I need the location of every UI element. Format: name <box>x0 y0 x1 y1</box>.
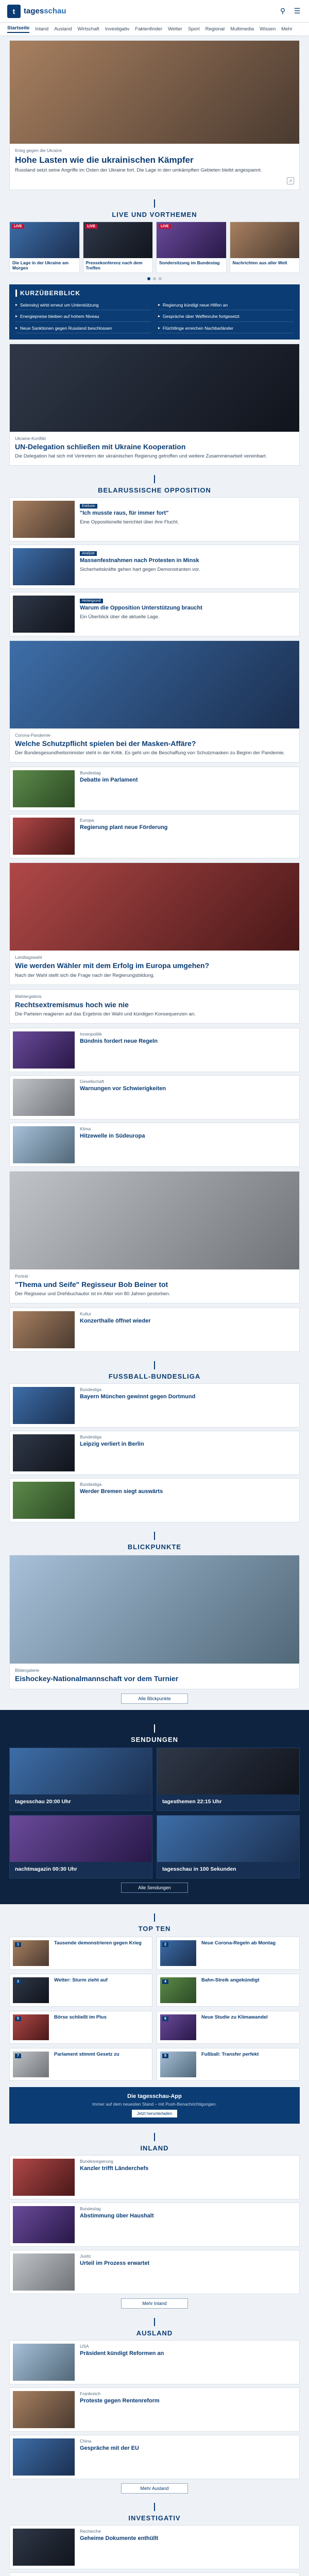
list-item-image <box>13 2206 75 2243</box>
sendung-headline[interactable]: tagesschau in 100 Sekunden <box>162 1866 236 1872</box>
blickpunkte-card[interactable] <box>9 1555 300 1689</box>
kompakt-item[interactable]: ▸ Neue Sanktionen gegen Russland beschlossen <box>15 324 151 333</box>
list-item-tag: Analyse <box>80 551 97 556</box>
list-item-headline[interactable]: Geheime Dokumente enthüllt <box>80 2535 159 2541</box>
live-caption[interactable]: Pressekonferenz nach dem Treffen <box>85 260 143 271</box>
sendungen-more-button[interactable]: Alle Sendungen <box>121 1883 188 1893</box>
topten-title: TOP TEN <box>0 1913 309 1933</box>
nav-item[interactable]: Mehr <box>281 26 293 32</box>
list-item-image <box>13 1079 75 1116</box>
topten-rank: 3 <box>15 1979 21 1984</box>
article-4-teaser: Nach der Wahl stellt sich die Frage nach der Regierungsbildung. <box>15 972 155 978</box>
topten-image <box>160 2052 196 2077</box>
article-3-teaser: Der Bundesgesundheitsminister steht in der Kritik. Es geht um die Beschaffung von Schutzmasken zu Beginn der Pandemie. <box>15 750 285 756</box>
blickpunkte-title: BLICKPUNKTE <box>0 1532 309 1551</box>
list-item[interactable] <box>9 592 300 636</box>
topten-image <box>160 2014 196 2040</box>
nav-item[interactable]: Investigativ <box>105 26 130 32</box>
kompakt-item[interactable]: ▸ Flüchtlinge erreichen Nachbarländer <box>158 324 294 333</box>
article-4-headline[interactable]: Wie werden Wähler mit dem Erfolg im Europa umgehen? <box>15 961 210 970</box>
article-3-headline[interactable]: Welche Schutzpflicht spielen bei der Masken-Affäre? <box>15 739 196 748</box>
list-item-topline: Klima <box>80 1126 91 1131</box>
article-4-topline: Landtagswahl <box>15 955 42 960</box>
topten-headline[interactable]: Neue Corona-Regeln ab Montag <box>201 1940 276 1946</box>
list-item-headline[interactable]: Konzerthalle öffnet wieder <box>80 1318 151 1325</box>
list-item[interactable] <box>9 2572 300 2576</box>
list-item-image <box>13 818 75 855</box>
article-2-topline: Ukraine-Konflikt <box>15 435 46 441</box>
list-item[interactable] <box>9 1028 300 1072</box>
live-image <box>10 222 79 258</box>
article-4[interactable] <box>9 862 300 985</box>
list-item-headline[interactable]: Hitzewelle in Südeuropa <box>80 1132 145 1139</box>
topten-item[interactable] <box>157 2011 300 2044</box>
article-3-topline: Corona-Pandemie <box>15 732 50 738</box>
topten-rank: 2 <box>162 1942 168 1947</box>
live-badge: LIVE <box>159 224 171 229</box>
list-item[interactable] <box>9 2155 300 2199</box>
list-item[interactable] <box>9 2202 300 2247</box>
banner-title: Die tagesschau-App <box>127 2093 182 2099</box>
sendung-card[interactable] <box>157 1748 300 1811</box>
nav-item[interactable]: Multimedia <box>230 26 254 32</box>
logo-icon[interactable]: t <box>7 5 21 18</box>
sendungen-title: SENDUNGEN <box>0 1724 309 1743</box>
list-item[interactable] <box>9 1431 300 1475</box>
article-5[interactable] <box>9 989 300 1024</box>
topten-item[interactable] <box>9 1937 152 1970</box>
article-3-image <box>10 641 299 728</box>
list-item-image <box>13 2529 75 2566</box>
topten-rank: 1 <box>15 1942 21 1947</box>
nav-item[interactable]: Wirtschaft <box>77 26 99 32</box>
top-bar <box>0 0 309 23</box>
nav-item[interactable]: Regional <box>205 26 225 32</box>
list-item[interactable] <box>9 1075 300 1120</box>
list-item[interactable] <box>9 2387 300 2432</box>
sendung-image <box>10 1748 152 1794</box>
sendung-headline[interactable]: tagesschau 20:00 Uhr <box>15 1798 71 1805</box>
article-6-headline[interactable]: "Thema und Seife" Regisseur Bob Beiner tot <box>15 1280 168 1289</box>
hero-article[interactable] <box>9 40 300 190</box>
topten-headline[interactable]: Fußball: Transfer perfekt <box>201 2051 259 2057</box>
list-item-image <box>13 1482 75 1519</box>
kompakt-item[interactable]: ▸ Gespräche über Waffenruhe fortgesetzt <box>158 312 294 321</box>
topten-image <box>13 2052 49 2077</box>
sendung-card[interactable] <box>157 1815 300 1878</box>
list-item-image <box>13 596 75 633</box>
hero-teaser: Russland setzt seine Angriffe im Osten der Ukraine fort. Die Lage in den umkämpften Gebieten bleibt angespannt. <box>15 167 262 174</box>
live-image <box>230 222 300 258</box>
list-item-topline: Recherche <box>80 2528 101 2534</box>
topten-headline[interactable]: Tausende demonstrieren gegen Krieg <box>54 1940 142 1946</box>
topten-item[interactable] <box>157 2048 300 2081</box>
topten-image <box>160 1940 196 1966</box>
list-item-teaser: Eine Oppositionelle berichtet über ihre Flucht. <box>80 519 179 525</box>
list-item-topline: Bundesliga <box>80 1434 102 1440</box>
live-card[interactable] <box>230 222 300 273</box>
list-item-topline: Innenpolitik <box>80 1031 102 1037</box>
bundesliga-title: FUSSBALL-BUNDESLIGA <box>0 1361 309 1380</box>
list-item-topline: China <box>80 2438 92 2444</box>
list-item-headline[interactable]: Regierung plant neue Förderung <box>80 824 168 831</box>
sendung-card[interactable] <box>9 1815 152 1878</box>
article-6-topline: Porträt <box>15 1273 28 1279</box>
topten-image <box>13 1977 49 2003</box>
list-item-topline: Justiz <box>80 2253 91 2259</box>
list-item-topline: Bundesliga <box>80 1387 102 1393</box>
live-image <box>83 222 153 258</box>
topten-headline[interactable]: Bahn-Streik angekündigt <box>201 1977 260 1983</box>
list-item-image <box>13 2253 75 2291</box>
article-4-image <box>10 863 299 951</box>
live-card[interactable] <box>9 222 80 273</box>
list-item-teaser: Ein Überblick über die aktuelle Lage. <box>80 614 160 620</box>
sendung-card[interactable] <box>9 1748 152 1811</box>
sendungen-section <box>0 1710 309 1904</box>
topten-item[interactable] <box>157 1974 300 2007</box>
kompakt-title: KURZÜBERBLICK <box>15 290 294 297</box>
list-item-image <box>13 1434 75 1471</box>
opposition-title: BELARUSSISCHE OPPOSITION <box>0 475 309 494</box>
sendung-headline[interactable]: nachtmagazin 00:30 Uhr <box>15 1866 77 1872</box>
search-icon[interactable]: ⚲ <box>280 7 286 15</box>
carousel-dots[interactable] <box>0 277 309 280</box>
nav-item[interactable]: Wetter <box>168 26 182 32</box>
nav-item[interactable]: Inland <box>35 26 49 32</box>
list-item-topline: Bundestag <box>80 2206 101 2211</box>
topten-item[interactable] <box>9 2011 152 2044</box>
article-6-teaser: Der Regisseur und Drehbuchautor ist im Alter von 80 Jahren gestorben. <box>15 1291 170 1297</box>
nav-item[interactable]: Faktenfinder <box>135 26 163 32</box>
list-item-topline: Europa <box>80 818 94 823</box>
list-item-headline[interactable]: Gespräche mit der EU <box>80 2445 139 2451</box>
live-badge: LIVE <box>12 224 24 229</box>
hero-image <box>10 41 299 144</box>
topten-headline[interactable]: Neue Studie zu Klimawandel <box>201 2014 268 2020</box>
article-2-teaser: Die Delegation hat sich mit Vertretern der ukrainischen Regierung getroffen und weitere Zusammenarbeit vereinbart. <box>15 453 267 460</box>
list-item-teaser: Sicherheitskräfte gehen hart gegen Demonstranten vor. <box>80 566 200 572</box>
ausland-more-button[interactable]: Mehr Ausland <box>121 2483 188 2494</box>
blickpunkte-image <box>10 1555 299 1664</box>
list-item-tag: Exklusiv <box>80 504 97 509</box>
ausland-title: AUSLAND <box>0 2318 309 2337</box>
article-2-image <box>10 344 299 432</box>
article-2-headline[interactable]: UN-Delegation schließen mit Ukraine Kooperation <box>15 442 186 451</box>
list-item[interactable] <box>9 1123 300 1167</box>
article-2[interactable] <box>9 344 300 466</box>
sendung-headline[interactable]: tagesthemen 22:15 Uhr <box>162 1798 222 1805</box>
topten-rank: 4 <box>162 1979 168 1984</box>
list-item-headline[interactable]: Präsident kündigt Reformen an <box>80 2350 164 2357</box>
list-item-headline[interactable]: Kanzler trifft Länderchefs <box>80 2165 149 2172</box>
live-card[interactable] <box>83 222 153 273</box>
list-item[interactable] <box>9 1308 300 1352</box>
inland-more-button[interactable]: Mehr Inland <box>121 2298 188 2309</box>
sendung-image <box>157 1816 299 1862</box>
menu-icon[interactable]: ☰ <box>294 7 301 15</box>
investigativ-title: INVESTIGATIV <box>0 2503 309 2522</box>
list-item-headline[interactable]: Massenfestnahmen nach Protesten in Minsk <box>80 557 199 564</box>
topten-headline[interactable]: Parlament stimmt Gesetz zu <box>54 2051 119 2057</box>
list-item-image <box>13 770 75 807</box>
logo-text[interactable]: tagesschau <box>24 7 66 15</box>
article-5-topline: Wahlergebnis <box>15 993 42 999</box>
list-item[interactable] <box>9 497 300 541</box>
list-item[interactable] <box>9 814 300 858</box>
article-5-teaser: Die Parteien reagieren auf das Ergebnis der Wahl und kündigen Konsequenzen an. <box>15 1011 196 1018</box>
list-item-headline[interactable]: Leipzig verliert in Berlin <box>80 1441 144 1448</box>
live-caption[interactable]: Nachrichten aus aller Welt <box>232 260 287 266</box>
list-item-headline[interactable]: Urteil im Prozess erwartet <box>80 2260 150 2266</box>
list-item-image <box>13 1387 75 1424</box>
blickpunkte-topline: Bildergalerie <box>15 1668 40 1673</box>
list-item-topline: USA <box>80 2343 89 2349</box>
nav-item[interactable]: Wissen <box>260 26 276 32</box>
share-icon[interactable]: ↗ <box>287 177 294 184</box>
list-item-topline: Frankreich <box>80 2391 101 2396</box>
list-item-headline[interactable]: Bündnis fordert neue Regeln <box>80 1038 158 1044</box>
main-nav <box>0 23 309 36</box>
list-item-topline: Gesellschaft <box>80 1078 104 1084</box>
list-item-headline[interactable]: Abstimmung über Haushalt <box>80 2212 154 2219</box>
nav-item[interactable]: Ausland <box>54 26 72 32</box>
blickpunkte-more-button[interactable]: Alle Blickpunkte <box>121 1693 188 1704</box>
list-item-topline: Bundesregierung <box>80 2158 113 2164</box>
hero-topline: Krieg gegen die Ukraine <box>15 148 62 153</box>
list-item-image <box>13 1311 75 1348</box>
article-5-headline[interactable]: Rechtsextremismus hoch wie nie <box>15 1000 129 1009</box>
topten-image <box>13 2014 49 2040</box>
list-item-headline[interactable]: Bayern München gewinnt gegen Dortmund <box>80 1394 196 1400</box>
topten-rank: 7 <box>15 2054 21 2058</box>
list-item-topline: Bundestag <box>80 770 101 776</box>
inland-title: INLAND <box>0 2133 309 2152</box>
list-item-image <box>13 1031 75 1069</box>
nav-item[interactable]: Sport <box>187 26 200 32</box>
list-item-headline[interactable]: Werder Bremen siegt auswärts <box>80 1488 163 1495</box>
topten-image <box>13 1940 49 1966</box>
topten-item[interactable] <box>157 1937 300 1970</box>
list-item-headline[interactable]: "Ich musste raus, für immer fort" <box>80 510 169 516</box>
list-item[interactable] <box>9 2250 300 2294</box>
topten-image <box>160 1977 196 2003</box>
blickpunkte-headline[interactable]: Eishockey-Nationalmannschaft vor dem Turnier <box>15 1674 179 1683</box>
live-carousel <box>0 222 309 273</box>
article-3[interactable] <box>9 640 300 762</box>
kompakt-item[interactable]: ▸ Regierung kündigt neue Hilfen an <box>158 301 294 310</box>
list-item-image <box>13 501 75 538</box>
topten-rank: 6 <box>162 2016 168 2021</box>
list-item-image <box>13 2159 75 2196</box>
article-6[interactable] <box>9 1171 300 1303</box>
list-item-headline[interactable]: Debatte im Parlament <box>80 777 138 784</box>
article-6-image <box>10 1172 299 1269</box>
live-caption[interactable]: Sondersitzung im Bundestag <box>159 260 220 266</box>
list-item-headline[interactable]: Warnungen vor Schwierigkeiten <box>80 1085 166 1092</box>
list-item[interactable] <box>9 2340 300 2384</box>
list-item-tag: Hintergrund <box>80 599 103 603</box>
list-item[interactable] <box>9 1478 300 1522</box>
list-item-headline[interactable]: Warum die Opposition Unterstützung braucht <box>80 604 202 611</box>
list-item[interactable] <box>9 545 300 589</box>
list-item[interactable] <box>9 767 300 811</box>
live-caption[interactable]: Die Lage in der Ukraine am Morgen <box>12 260 69 271</box>
topten-item[interactable] <box>9 1974 152 2007</box>
banner-text: Immer auf dem neuesten Stand – mit Push-Benachrichtigungen. <box>92 2101 217 2107</box>
sendung-image <box>10 1816 152 1862</box>
topten-item[interactable] <box>9 2048 152 2081</box>
topten-headline[interactable]: Börse schließt im Plus <box>54 2014 107 2020</box>
banner-button[interactable]: Jetzt herunterladen <box>132 2110 178 2117</box>
nav-item[interactable]: Startseite <box>7 25 29 33</box>
list-item-image <box>13 2391 75 2428</box>
list-item-headline[interactable]: Proteste gegen Rentenreform <box>80 2397 160 2404</box>
sendung-image <box>157 1748 299 1794</box>
topten-headline[interactable]: Wetter: Sturm zieht auf <box>54 1977 108 1983</box>
topten-rank: 8 <box>162 2054 168 2058</box>
list-item-image <box>13 2438 75 2476</box>
live-section-title: LIVE UND VORTHEMEN <box>0 199 309 218</box>
list-item[interactable] <box>9 2525 300 2569</box>
kompakt-box <box>9 284 300 339</box>
list-item-topline: Kultur <box>80 1311 92 1317</box>
kompakt-item[interactable]: ▸ Energiepreise bleiben auf hohem Niveau <box>15 312 151 321</box>
live-badge: LIVE <box>85 224 98 229</box>
app-banner <box>9 2087 300 2124</box>
list-item[interactable] <box>9 1383 300 1428</box>
list-item-topline: Bundesliga <box>80 1482 102 1487</box>
hero-headline[interactable]: Hohe Lasten wie die ukrainischen Kämpfer <box>15 155 194 165</box>
live-image <box>157 222 226 258</box>
kompakt-item[interactable]: ▸ Selenskyj wirbt erneut um Unterstützung <box>15 301 151 310</box>
list-item-image <box>13 2344 75 2381</box>
list-item[interactable] <box>9 2435 300 2479</box>
list-item-image <box>13 1126 75 1163</box>
live-card[interactable] <box>156 222 227 273</box>
topten-rank: 5 <box>15 2016 21 2021</box>
list-item-image <box>13 548 75 585</box>
